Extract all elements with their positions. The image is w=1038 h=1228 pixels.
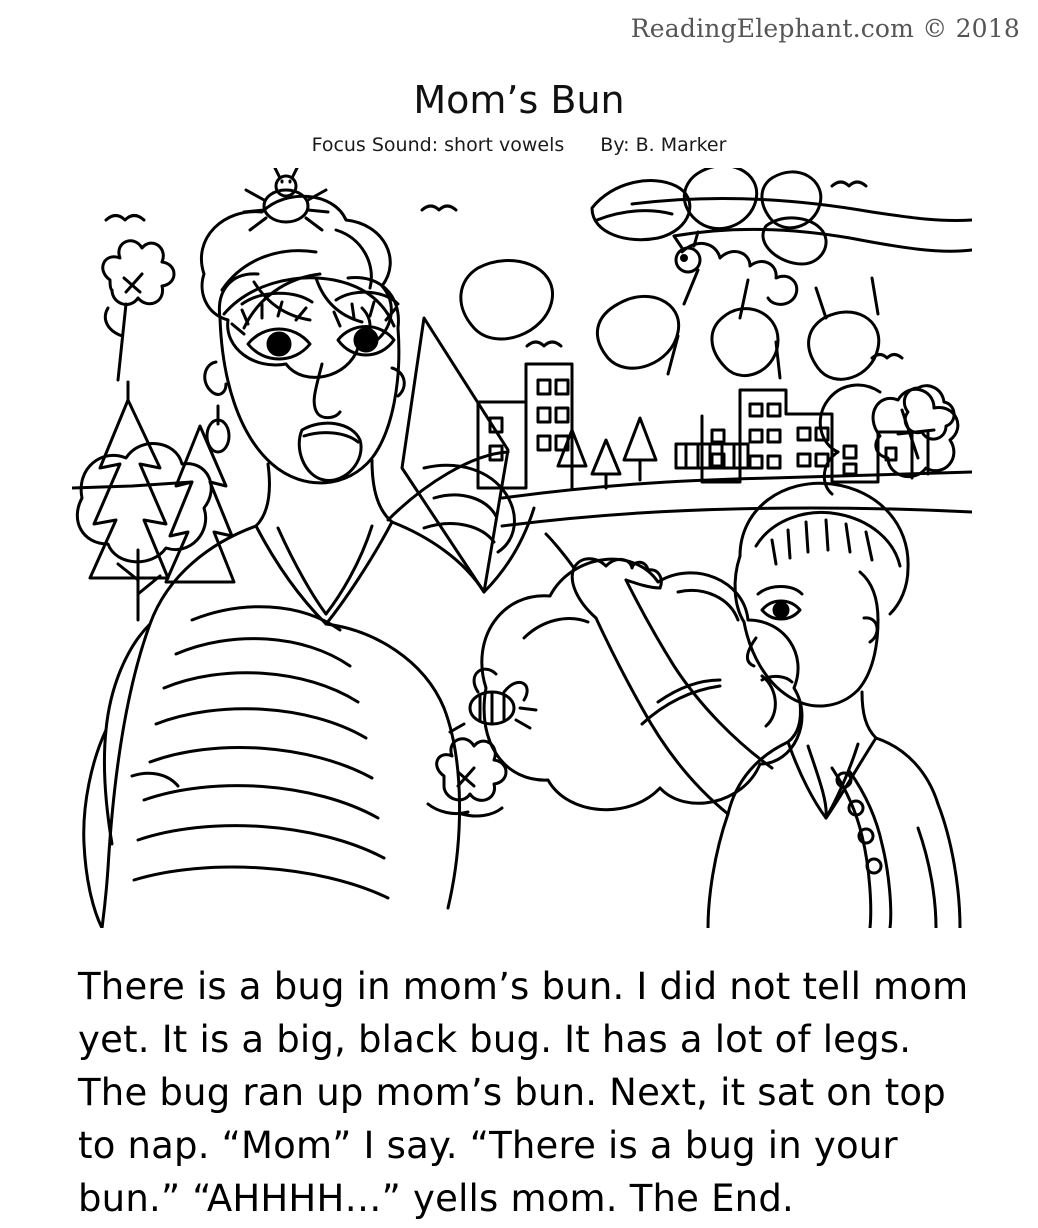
birds-icon	[106, 182, 902, 358]
leafy-branch	[461, 168, 972, 379]
city-skyline	[478, 364, 954, 488]
bush	[482, 559, 802, 810]
deciduous-tree	[77, 444, 211, 620]
flower-icon	[103, 241, 174, 380]
boy-figure	[546, 483, 960, 928]
caterpillar-icon	[674, 232, 797, 304]
subtitle-row	[0, 134, 1038, 156]
mom-face	[205, 274, 404, 483]
bee-icon-1	[450, 669, 536, 732]
story-illustration	[72, 168, 972, 928]
author-label: By: B. Marker	[600, 134, 727, 156]
bee-icon-2	[428, 739, 506, 816]
page-title: Mom’s Bun	[413, 78, 625, 122]
mom-sleeve	[388, 452, 534, 592]
copyright-notice: ReadingElephant.com © 2018	[630, 14, 1020, 43]
focus-sound-label: Focus Sound: short vowels	[311, 134, 565, 156]
story-text: There is a bug in mom’s bun. I did not tell mom yet. It is a big, black bug. It has a lot of legs. The bug ran up mom’s bun. Next, it sat on top to nap. “Mom” I say. “There is a bug in your bun.” “AHHHH…” yells mom. The End.	[78, 965, 969, 1220]
